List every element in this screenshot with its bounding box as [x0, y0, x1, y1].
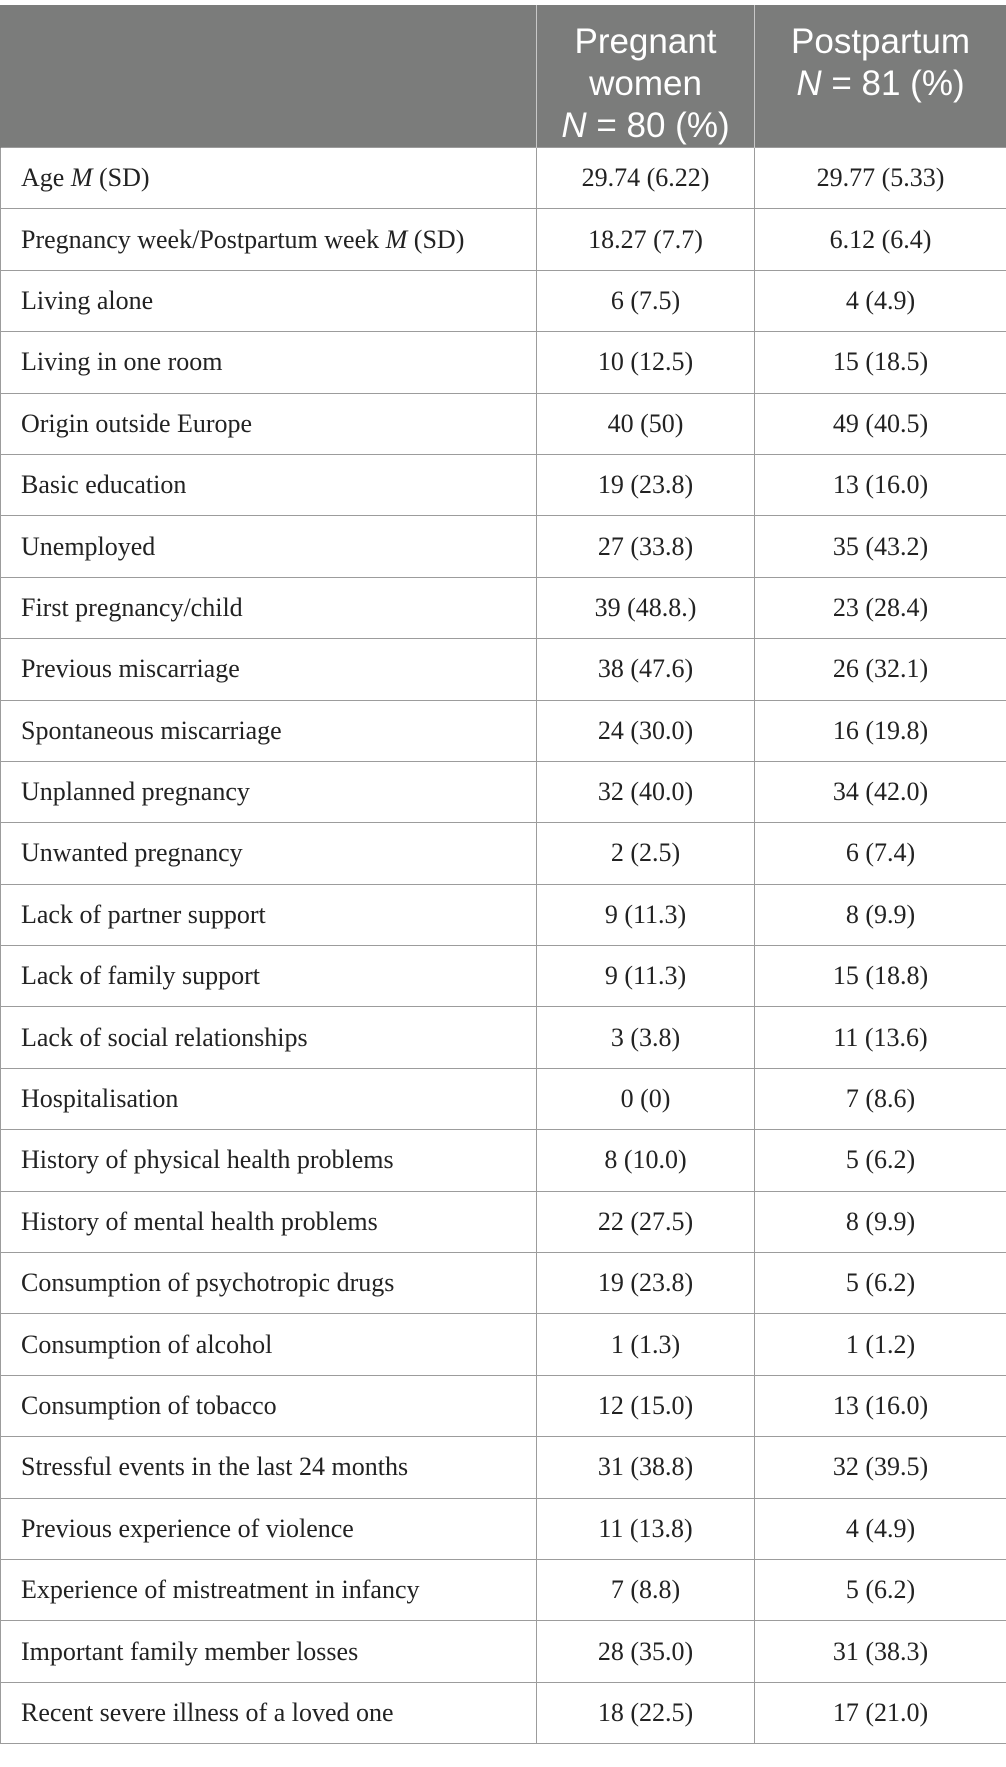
pregnant-value: 3 (3.8) [537, 1007, 755, 1068]
row-label-text: Previous miscarriage [21, 654, 240, 684]
table-row [1, 148, 1006, 209]
row-label [1, 209, 537, 270]
pregnant-value: 6 (7.5) [537, 270, 755, 331]
postpartum-value: 31 (38.3) [755, 1621, 1006, 1682]
header-pregnant-n-value: = 80 (%) [586, 106, 730, 145]
table-row [1, 393, 1006, 454]
header-postpartum-n-value: = 81 (%) [821, 64, 965, 103]
row-label-text: Consumption of tobacco [21, 1391, 277, 1420]
table-row [1, 1437, 1006, 1498]
table-row [1, 209, 1006, 270]
row-label-stat-unit: (SD) [92, 163, 150, 193]
row-label-text: Origin outside Europe [21, 408, 253, 438]
table-row [1, 946, 1006, 1007]
row-label [1, 1437, 537, 1498]
postpartum-value: 26 (32.1) [755, 639, 1006, 700]
row-label-text: Hospitalisation [21, 1084, 179, 1114]
header-pregnant-women [537, 5, 755, 148]
row-label-text: History of mental health problems [21, 1206, 378, 1236]
pregnant-value: 8 (10.0) [537, 1130, 755, 1191]
pregnant-value: 11 (13.8) [537, 1498, 755, 1559]
table-row [1, 577, 1006, 638]
row-label-text: Unwanted pregnancy [21, 838, 243, 868]
postpartum-value: 23 (28.4) [755, 577, 1006, 638]
pregnant-value: 2 (2.5) [537, 823, 755, 884]
row-label-text: Consumption of psychotropic drugs [21, 1268, 395, 1298]
table-row [1, 884, 1006, 945]
pregnant-value: 24 (30.0) [537, 700, 755, 761]
row-label [1, 577, 537, 638]
table-row [1, 1068, 1006, 1129]
pregnant-value: 12 (15.0) [537, 1375, 755, 1436]
table-row [1, 1375, 1006, 1436]
table-header [1, 5, 1006, 148]
row-label [1, 823, 537, 884]
postpartum-value: 17 (21.0) [755, 1682, 1006, 1743]
postpartum-value: 5 (6.2) [755, 1253, 1006, 1314]
row-label-stat-unit: (SD) [407, 224, 465, 254]
postpartum-value: 35 (43.2) [755, 516, 1006, 577]
header-variable [1, 5, 537, 148]
row-label [1, 1191, 537, 1252]
postpartum-value: 5 (6.2) [755, 1130, 1006, 1191]
postpartum-value: 32 (39.5) [755, 1437, 1006, 1498]
postpartum-value: 6 (7.4) [755, 823, 1006, 884]
row-label-text: Unplanned pregnancy [21, 777, 250, 807]
row-label [1, 1375, 537, 1436]
row-label [1, 700, 537, 761]
characteristics-table [0, 5, 1006, 1744]
row-label [1, 270, 537, 331]
row-label-text: Pregnancy week/Postpartum week [21, 224, 386, 254]
row-label [1, 148, 537, 209]
row-label [1, 946, 537, 1007]
pregnant-value: 1 (1.3) [537, 1314, 755, 1375]
pregnant-value: 38 (47.6) [537, 639, 755, 700]
table-row [1, 270, 1006, 331]
pregnant-value: 28 (35.0) [537, 1621, 755, 1682]
header-pregnant-n-symbol: N [561, 106, 587, 145]
table-row [1, 700, 1006, 761]
postpartum-value: 8 (9.9) [755, 884, 1006, 945]
postpartum-value: 11 (13.6) [755, 1007, 1006, 1068]
postpartum-value: 4 (4.9) [755, 1498, 1006, 1559]
row-label-text: Important family member losses [21, 1636, 359, 1666]
pregnant-value: 39 (48.8.) [537, 577, 755, 638]
row-label-text: Lack of partner support [21, 899, 266, 929]
postpartum-value: 7 (8.6) [755, 1068, 1006, 1129]
postpartum-value: 34 (42.0) [755, 761, 1006, 822]
row-label-text: Living in one room [21, 347, 223, 377]
row-label [1, 1253, 537, 1314]
row-label-stat-symbol: M [70, 163, 93, 193]
pregnant-value: 0 (0) [537, 1068, 755, 1129]
row-label-text: Lack of social relationships [21, 1022, 308, 1052]
postpartum-value: 8 (9.9) [755, 1191, 1006, 1252]
table-row [1, 639, 1006, 700]
row-label-text: Living alone [21, 285, 154, 315]
pregnant-value: 19 (23.8) [537, 1253, 755, 1314]
row-label [1, 454, 537, 515]
pregnant-value: 19 (23.8) [537, 454, 755, 515]
postpartum-value: 1 (1.2) [755, 1314, 1006, 1375]
pregnant-value: 10 (12.5) [537, 332, 755, 393]
table-row [1, 1559, 1006, 1620]
characteristics-table-container [0, 5, 1006, 1744]
pregnant-value: 9 (11.3) [537, 884, 755, 945]
table-row [1, 1130, 1006, 1191]
row-label [1, 1498, 537, 1559]
table-row [1, 823, 1006, 884]
table-row [1, 1682, 1006, 1743]
pregnant-value: 18.27 (7.7) [537, 209, 755, 270]
row-label-text: Recent severe illness of a loved one [21, 1697, 394, 1727]
postpartum-value: 4 (4.9) [755, 270, 1006, 331]
row-label-text: Previous experience of violence [21, 1513, 354, 1543]
row-label-text: Spontaneous miscarriage [21, 715, 282, 745]
postpartum-value: 13 (16.0) [755, 1375, 1006, 1436]
postpartum-value: 13 (16.0) [755, 454, 1006, 515]
row-label [1, 516, 537, 577]
table-row [1, 516, 1006, 577]
header-postpartum-n [763, 63, 998, 105]
row-label [1, 639, 537, 700]
row-label [1, 1559, 537, 1620]
pregnant-value: 22 (27.5) [537, 1191, 755, 1252]
row-label-text: Age [21, 163, 71, 193]
row-label-text: Stressful events in the last 24 months [21, 1452, 409, 1482]
pregnant-value: 32 (40.0) [537, 761, 755, 822]
header-pregnant-line2: women [589, 64, 702, 103]
row-label [1, 884, 537, 945]
table-row [1, 1191, 1006, 1252]
table-row [1, 454, 1006, 515]
row-label-text: Basic education [21, 470, 187, 500]
pregnant-value: 9 (11.3) [537, 946, 755, 1007]
table-body [1, 148, 1006, 1744]
postpartum-value: 5 (6.2) [755, 1559, 1006, 1620]
row-label-text: History of physical health problems [21, 1145, 394, 1175]
row-label-text: Unemployed [21, 531, 156, 561]
row-label [1, 1621, 537, 1682]
row-label-text: Consumption of alcohol [21, 1329, 273, 1359]
header-postpartum-n-symbol: N [796, 64, 822, 103]
header-pregnant-n [545, 105, 746, 147]
table-row [1, 1253, 1006, 1314]
table-row [1, 761, 1006, 822]
postpartum-value: 16 (19.8) [755, 700, 1006, 761]
pregnant-value: 40 (50) [537, 393, 755, 454]
table-row [1, 1314, 1006, 1375]
row-label [1, 332, 537, 393]
header-postpartum [755, 5, 1006, 148]
row-label-text: Lack of family support [21, 961, 260, 991]
row-label-text: First pregnancy/child [21, 592, 243, 622]
table-row [1, 1621, 1006, 1682]
row-label [1, 1130, 537, 1191]
row-label [1, 1314, 537, 1375]
row-label-text: Experience of mistreatment in infancy [21, 1575, 420, 1605]
row-label [1, 761, 537, 822]
header-postpartum-line1: Postpartum [791, 22, 970, 61]
pregnant-value: 29.74 (6.22) [537, 148, 755, 209]
row-label [1, 393, 537, 454]
header-row [1, 5, 1006, 148]
postpartum-value: 15 (18.5) [755, 332, 1006, 393]
table-row [1, 332, 1006, 393]
postpartum-value: 15 (18.8) [755, 946, 1006, 1007]
row-label [1, 1007, 537, 1068]
pregnant-value: 31 (38.8) [537, 1437, 755, 1498]
row-label [1, 1068, 537, 1129]
row-label-stat-symbol: M [385, 224, 408, 254]
pregnant-value: 7 (8.8) [537, 1559, 755, 1620]
table-row [1, 1007, 1006, 1068]
postpartum-value: 6.12 (6.4) [755, 209, 1006, 270]
pregnant-value: 27 (33.8) [537, 516, 755, 577]
postpartum-value: 29.77 (5.33) [755, 148, 1006, 209]
postpartum-value: 49 (40.5) [755, 393, 1006, 454]
header-pregnant-line1: Pregnant [574, 22, 717, 61]
table-row [1, 1498, 1006, 1559]
row-label [1, 1682, 537, 1743]
pregnant-value: 18 (22.5) [537, 1682, 755, 1743]
